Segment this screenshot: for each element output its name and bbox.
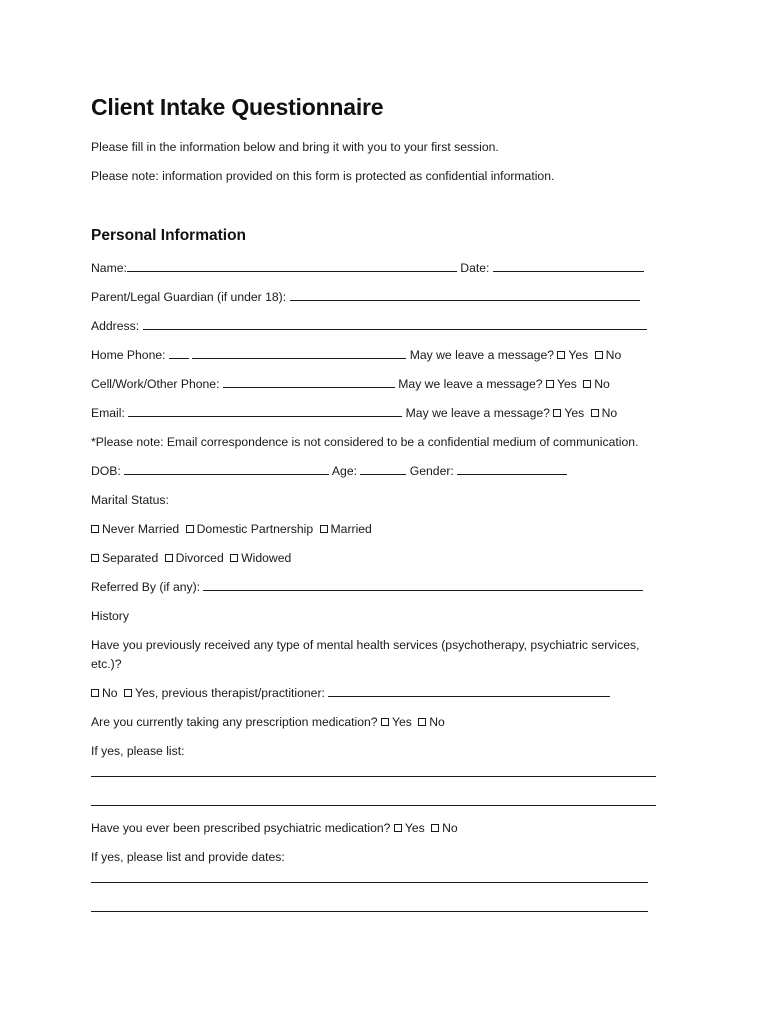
email-yes-checkbox[interactable] [553, 409, 561, 417]
previous-services-yes-label: Yes, previous therapist/practitioner: [134, 686, 325, 700]
referred-by-row [91, 578, 643, 596]
address-label: Address: [91, 319, 140, 333]
psych-medication-list-line-2[interactable] [91, 911, 648, 912]
domestic-partnership-checkbox[interactable] [186, 525, 194, 533]
married-checkbox[interactable] [320, 525, 328, 533]
cell-phone-field[interactable] [223, 375, 395, 388]
guardian-label: Parent/Legal Guardian (if under 18): [91, 290, 287, 304]
dob-age-gender-row [91, 462, 567, 480]
medication-list-line-1[interactable] [91, 776, 656, 777]
name-field[interactable] [127, 259, 457, 272]
referred-by-label: Referred By (if any): [91, 580, 201, 594]
cell-phone-no-checkbox[interactable] [583, 380, 591, 388]
date-field[interactable] [493, 259, 644, 272]
personal-information-heading: Personal Information [91, 227, 247, 244]
current-medication-no-label: No [429, 715, 445, 729]
age-field[interactable] [360, 462, 406, 475]
home-phone-area-field[interactable] [169, 346, 189, 359]
email-label: Email: [91, 406, 125, 420]
medication-list-label: If yes, please list: [91, 744, 185, 758]
address-row [91, 317, 647, 335]
cell-phone-label: Cell/Work/Other Phone: [91, 377, 220, 391]
separated-label: Separated [102, 551, 159, 565]
psych-medication-list-label: If yes, please list and provide dates: [91, 850, 285, 864]
email-no-checkbox[interactable] [591, 409, 599, 417]
marital-options-row-2 [91, 549, 291, 567]
cell-phone-yes-label: Yes [556, 377, 577, 391]
current-medication-yes-checkbox[interactable] [381, 718, 389, 726]
home-phone-row [91, 346, 621, 364]
divorced-checkbox[interactable] [165, 554, 173, 562]
previous-services-question: Have you previously received any type of mental health services (psychotherapy, psychiatric services, etc.)? [91, 638, 640, 671]
email-no-label: No [601, 406, 618, 420]
email-row [91, 404, 617, 422]
form-title: Client Intake Questionnaire [91, 94, 384, 120]
name-label: Name: [91, 261, 127, 275]
divorced-label: Divorced [175, 551, 224, 565]
psych-medication-question: Have you ever been prescribed psychiatric medication? [91, 821, 391, 835]
previous-services-no-checkbox[interactable] [91, 689, 99, 697]
never-married-label: Never Married [102, 522, 180, 536]
cell-phone-row [91, 375, 610, 393]
guardian-field[interactable] [290, 288, 640, 301]
psych-medication-list-line-1[interactable] [91, 882, 648, 883]
email-note: *Please note: Email correspondence is not considered to be a confidential medium of communication. [91, 435, 639, 449]
current-medication-question: Are you currently taking any prescription medication? [91, 715, 378, 729]
never-married-checkbox[interactable] [91, 525, 99, 533]
name-date-row [91, 259, 644, 277]
intro-line-2: Please note: information provided on this form is protected as confidential information. [91, 169, 555, 183]
marital-options-row-1 [91, 520, 372, 538]
psych-medication-yes-checkbox[interactable] [394, 824, 402, 832]
home-phone-no-checkbox[interactable] [595, 351, 603, 359]
home-phone-field[interactable] [192, 346, 406, 359]
married-label: Married [330, 522, 372, 536]
widowed-checkbox[interactable] [230, 554, 238, 562]
intro-line-1: Please fill in the information below and bring it with you to your first session. [91, 140, 499, 154]
current-medication-row [91, 713, 445, 731]
email-message-label: May we leave a message? [405, 406, 550, 420]
psych-medication-row [91, 819, 458, 837]
current-medication-no-checkbox[interactable] [418, 718, 426, 726]
home-phone-yes-label: Yes [568, 348, 589, 362]
psych-medication-yes-label: Yes [404, 821, 425, 835]
domestic-partnership-label: Domestic Partnership [196, 522, 314, 536]
age-label: Age: [331, 464, 357, 478]
referred-by-field[interactable] [203, 578, 643, 591]
home-phone-message-label: May we leave a message? [409, 348, 554, 362]
email-yes-label: Yes [564, 406, 585, 420]
previous-therapist-field[interactable] [328, 684, 610, 697]
psych-medication-no-label: No [442, 821, 458, 835]
previous-services-yes-checkbox[interactable] [124, 689, 132, 697]
home-phone-no-label: No [605, 348, 622, 362]
medication-list-line-2[interactable] [91, 805, 656, 806]
email-field[interactable] [128, 404, 402, 417]
marital-status-label: Marital Status: [91, 493, 169, 507]
cell-phone-message-label: May we leave a message? [398, 377, 543, 391]
cell-phone-yes-checkbox[interactable] [546, 380, 554, 388]
guardian-row [91, 288, 640, 306]
home-phone-yes-checkbox[interactable] [557, 351, 565, 359]
home-phone-label: Home Phone: [91, 348, 166, 362]
separated-checkbox[interactable] [91, 554, 99, 562]
gender-label: Gender: [409, 464, 454, 478]
previous-services-no-label: No [102, 686, 118, 700]
psych-medication-no-checkbox[interactable] [431, 824, 439, 832]
previous-services-answer-row [91, 684, 610, 702]
widowed-label: Widowed [241, 551, 292, 565]
history-heading: History [91, 609, 129, 623]
cell-phone-no-label: No [594, 377, 610, 391]
dob-label: DOB: [91, 464, 121, 478]
gender-field[interactable] [457, 462, 567, 475]
current-medication-yes-label: Yes [391, 715, 412, 729]
address-field[interactable] [143, 317, 647, 330]
dob-field[interactable] [124, 462, 329, 475]
date-label: Date: [460, 261, 490, 275]
